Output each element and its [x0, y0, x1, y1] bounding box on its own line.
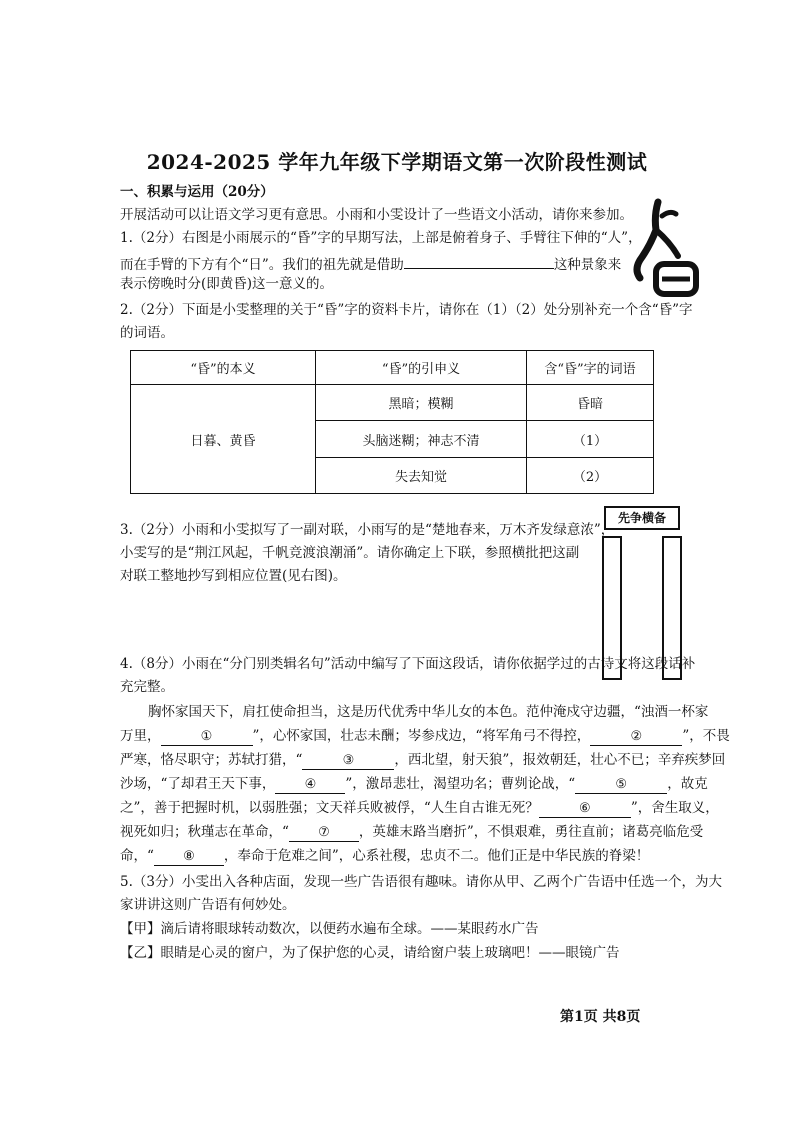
blank-number: ③: [342, 753, 355, 768]
q4-text: ，英雄末路当磨折”，不惧艰难，勇往直前；诸葛亮临危受: [358, 824, 704, 840]
q4-para-line: [120, 774, 708, 794]
blank-number: ⑤: [615, 777, 628, 792]
q4-text: ，故克: [667, 776, 708, 792]
extended-meaning-cell: 头脑迷糊；神志不清: [316, 421, 527, 457]
extended-meaning-cell: 失去知觉: [316, 457, 527, 493]
page-title: 2024-2025 学年九年级下学期语文第一次阶段性测试: [146, 150, 648, 174]
q3-line1: 3.（2分）小雨和小雯拟写了一副对联，小雨写的是“楚地春来，万木齐发绿意浓”，: [120, 522, 615, 538]
blank-number: ④: [304, 777, 317, 792]
ancient-hun-glyph-image: [626, 196, 706, 306]
blank-6[interactable]: [539, 800, 631, 818]
q4-line2: 充完整。: [120, 679, 174, 695]
q4-text: ”，激昂悲壮，渴望功名；曹刿论战，“: [345, 776, 576, 792]
q4-text: ”，心怀家国，壮志未酬；岑参戍边，“将军角弓不得控，: [252, 728, 591, 744]
q4-line1: 4.（8分）小雨在“分门别类辑名句”活动中编写了下面这段话，请你依据学过的古诗文将这段话补: [120, 656, 696, 672]
q1-line2-end: 这种景象来: [553, 257, 622, 273]
q4-text: 之”，善于把握时机，以弱胜强；文天祥兵败被俘，“人生自古谁无死？: [120, 800, 539, 816]
q4-para-line: [120, 822, 704, 842]
q4-text: ，奉命于危难之间”，心系社稷，忠贞不二。他们正是中华民族的脊梁！: [223, 848, 650, 864]
word-cell: 昏暗: [527, 385, 654, 421]
q4-text: ”，舍生取义，: [630, 800, 719, 816]
couplet-banner: 先争横备: [604, 506, 680, 530]
q1-line1: 1.（2分）右图是小雨展示的“昏”字的早期写法，上部是俯着身子、手臂往下伸的“人”，: [120, 230, 642, 246]
blank-4[interactable]: [275, 776, 345, 794]
q5-line2: 家讲讲这则广告语有何妙处。: [120, 897, 296, 913]
q2-line2: 的词语。: [120, 325, 174, 341]
blank-3[interactable]: [302, 752, 394, 770]
table-header-row: [131, 351, 654, 385]
hun-character-table: [130, 350, 654, 494]
q4-text: 视死如归；秋瑾志在革命，“: [120, 824, 289, 840]
q1-answer-blank[interactable]: [404, 251, 554, 269]
blank-8[interactable]: [154, 848, 224, 866]
blank-number: ①: [200, 729, 213, 744]
page-number: 第1页 共8页: [560, 1009, 641, 1025]
q4-para-line: [120, 726, 730, 746]
word-answer-cell-1[interactable]: （1）: [527, 421, 654, 457]
blank-2[interactable]: [590, 728, 682, 746]
blank-1[interactable]: [161, 728, 253, 746]
blank-number: ⑦: [318, 825, 330, 840]
q4-para-line: [120, 750, 726, 770]
word-answer-cell-2[interactable]: （2）: [527, 457, 654, 493]
q4-text: 沙场，“了却君王天下事，: [120, 776, 276, 792]
table-row: [131, 385, 654, 421]
q1-line2: [120, 251, 680, 275]
q4-para-line: [120, 798, 719, 818]
couplet-diagram: [580, 506, 700, 678]
table-header: “昏”的引申义: [316, 351, 527, 385]
intro-text: 开展活动可以让语文学习更有意思。小雨和小雯设计了一些语文小活动，请你来参加。: [120, 207, 633, 223]
q3-line3: 对联工整地抄写到相应位置(见右图)。: [120, 568, 347, 584]
q4-text: ”，不畏: [682, 728, 730, 744]
q4-text: 严寒，恪尽职守；苏轼打猎，“: [120, 752, 303, 768]
q2-line1: 2.（2分）下面是小雯整理的关于“昏”字的资料卡片，请你在（1）（2）处分别补充一个含“昏”字: [120, 302, 693, 318]
table-header: “昏”的本义: [131, 351, 316, 385]
blank-7[interactable]: [289, 824, 359, 842]
extended-meaning-cell: 黑暗；模糊: [316, 385, 527, 421]
q4-text: 命，“: [120, 848, 154, 864]
q4-para-line: 胸怀家国天下，肩扛使命担当，这是历代优秀中华儿女的本色。范仲淹戍守边疆，“浊酒一杯家: [148, 704, 709, 720]
blank-5[interactable]: [575, 776, 667, 794]
ad-b: 【乙】眼睛是心灵的窗户，为了保护您的心灵，请给窗户装上玻璃吧！——眼镜广告: [120, 945, 620, 961]
blank-number: ⑧: [183, 849, 195, 864]
blank-number: ②: [630, 729, 643, 744]
q5-line1: 5.（3分）小雯出入各种店面，发现一些广告语很有趣味。请你从甲、乙两个广告语中任选一个，为大: [120, 874, 722, 890]
q1-line2-text: 而在手臂的下方有个“日”。我们的祖先就是借助: [120, 257, 404, 273]
ad-a: 【甲】滴后请将眼球转动数次，以便药水遍布全球。——某眼药水广告: [120, 921, 539, 937]
section-heading: 一、积累与运用（20分）: [120, 184, 274, 200]
q4-text: ，西北望，射天狼”，报效朝廷，壮心不已；辛弃疾梦回: [394, 752, 726, 768]
q4-text: 万里，: [120, 728, 161, 744]
table-header: 含“昏”字的词语: [527, 351, 654, 385]
q3-line2: 小雯写的是“荆江风起，千帆竞渡浪潮涌”。请你确定上下联，参照横批把这副: [120, 545, 580, 561]
q4-para-line: [120, 846, 680, 866]
q1-line3: 表示傍晚时分(即黄昏)这一意义的。: [120, 276, 334, 292]
blank-number: ⑥: [578, 801, 591, 816]
original-meaning-cell: 日暮、黄昏: [131, 385, 316, 494]
